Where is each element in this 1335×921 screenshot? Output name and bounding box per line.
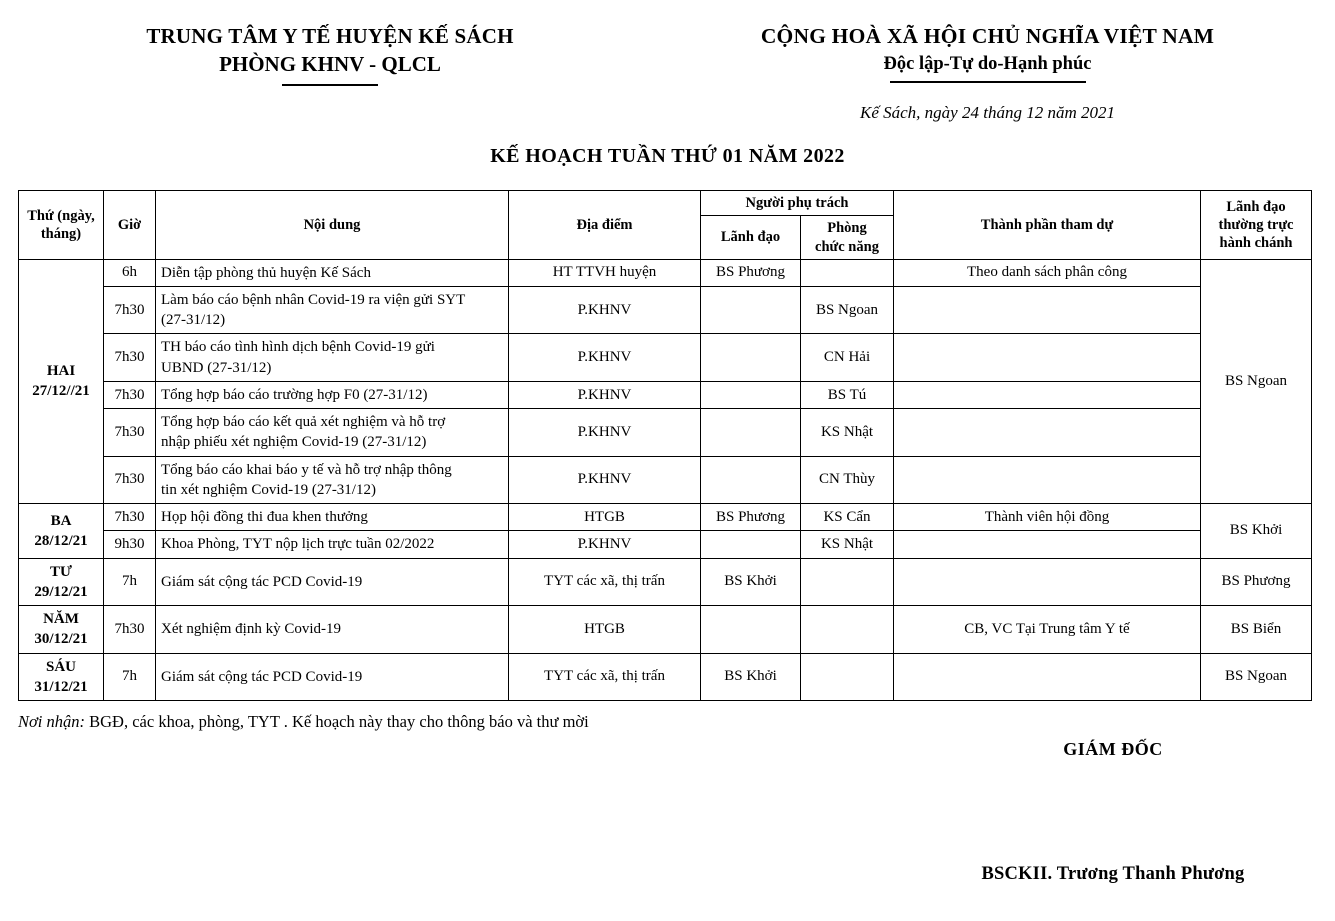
content-line-2: nhập phiếu xét nghiệm Covid-19 (27-31/12)	[161, 434, 427, 451]
table-row	[19, 653, 1312, 701]
leader-cell	[701, 334, 801, 382]
column-header-duty-leader	[1201, 191, 1312, 259]
leader-cell	[701, 286, 801, 334]
table-row	[19, 558, 1312, 606]
place-cell: P.KHNV	[509, 531, 701, 558]
department-cell: KS Nhật	[801, 409, 894, 457]
day-date: 31/12/21	[34, 678, 88, 695]
day-date: 27/12//21	[32, 383, 90, 400]
day-cell	[19, 653, 104, 701]
signature-name: BSCKII. Trương Thanh Phương	[981, 864, 1245, 885]
column-header-attendees: Thành phần tham dự	[894, 191, 1201, 259]
place-cell: P.KHNV	[509, 334, 701, 382]
department-cell	[801, 558, 894, 606]
content-line-1: Tổng hợp báo cáo kết quả xét nghiệm và hỗ trợ	[161, 414, 446, 431]
duty-leader-cell: BS Khởi	[1201, 504, 1312, 559]
leader-cell	[701, 381, 801, 408]
time-cell: 6h	[104, 259, 156, 286]
table-header-row-1	[19, 191, 1312, 216]
day-date: 29/12/21	[34, 583, 88, 600]
signature-block	[923, 739, 1303, 885]
recipients-line	[18, 711, 1317, 732]
content-cell	[156, 504, 509, 531]
leader-cell	[701, 531, 801, 558]
table-head	[19, 191, 1312, 259]
time-cell: 7h30	[104, 334, 156, 382]
content-line-1: Họp hội đồng thi đua khen thưởng	[161, 509, 368, 526]
place-cell: P.KHNV	[509, 456, 701, 504]
place-cell: P.KHNV	[509, 409, 701, 457]
leader-cell	[701, 456, 801, 504]
table-row	[19, 456, 1312, 504]
national-motto: Độc lập-Tự do-Hạnh phúc	[883, 54, 1092, 75]
organization-underline	[282, 84, 378, 86]
department-cell: CN Thùy	[801, 456, 894, 504]
department-cell	[801, 653, 894, 701]
day-name: SÁU	[45, 658, 76, 675]
national-motto-underline	[890, 81, 1086, 84]
content-cell	[156, 558, 509, 606]
table-row	[19, 381, 1312, 408]
day-cell	[19, 259, 104, 504]
day-name: HAI	[46, 363, 76, 380]
time-cell: 7h30	[104, 286, 156, 334]
day-date: 30/12/21	[34, 631, 88, 648]
attendees-cell	[894, 531, 1201, 558]
signature-title: GIÁM ĐỐC	[1063, 739, 1163, 760]
attendees-cell	[894, 456, 1201, 504]
content-line-1: Làm báo cáo bệnh nhân Covid-19 ra viện gửi SYT	[161, 291, 466, 308]
department-cell: KS Cẩn	[801, 504, 894, 531]
department-cell: BS Tú	[801, 381, 894, 408]
content-line-1: Xét nghiệm định kỳ Covid-19	[161, 621, 341, 638]
place-cell: TYT các xã, thị trấn	[509, 653, 701, 701]
column-header-day: Thứ (ngày, tháng)	[19, 191, 104, 259]
table-row	[19, 334, 1312, 382]
leader-cell: BS Khởi	[701, 558, 801, 606]
place-cell: HTGB	[509, 606, 701, 654]
place-cell: P.KHNV	[509, 286, 701, 334]
page-title: KẾ HOẠCH TUẦN THỨ 01 NĂM 2022	[490, 145, 845, 168]
department-cell: CN Hải	[801, 334, 894, 382]
attendees-cell	[894, 653, 1201, 701]
day-cell	[19, 504, 104, 559]
organization-department: PHÒNG KHNV - QLCL	[219, 52, 441, 77]
time-cell: 7h30	[104, 409, 156, 457]
duty-leader-line-3: hành chánh	[1219, 235, 1293, 252]
content-line-1: TH báo cáo tình hình dịch bệnh Covid-19 gửi	[161, 339, 435, 356]
attendees-cell: Thành viên hội đồng	[894, 504, 1201, 531]
time-cell: 9h30	[104, 531, 156, 558]
day-name: NĂM	[43, 611, 79, 628]
attendees-cell	[894, 286, 1201, 334]
day-date: 28/12/21	[34, 532, 88, 549]
content-line-1: Tổng hợp báo cáo trường hợp F0 (27-31/12)	[161, 386, 428, 403]
content-cell	[156, 334, 509, 382]
department-cell: KS Nhật	[801, 531, 894, 558]
table-row	[19, 606, 1312, 654]
content-cell	[156, 286, 509, 334]
duty-leader-line-1: Lãnh đạo	[1226, 198, 1286, 215]
content-line-2: tin xét nghiệm Covid-19 (27-31/12)	[161, 481, 376, 498]
place-cell: TYT các xã, thị trấn	[509, 558, 701, 606]
time-cell: 7h30	[104, 456, 156, 504]
column-header-in-charge: Người phụ trách	[701, 191, 894, 216]
content-line-1: Giám sát cộng tác PCD Covid-19	[161, 668, 363, 685]
recipients-label: Nơi nhận:	[18, 712, 86, 732]
column-header-time: Giờ	[104, 191, 156, 259]
place-cell: HTGB	[509, 504, 701, 531]
place-date-line: Kế Sách, ngày 24 tháng 12 năm 2021	[860, 103, 1115, 123]
recipients-value: BGĐ, các khoa, phòng, TYT . Kế hoạch này thay cho thông báo và thư mời	[89, 712, 589, 732]
organization-name: TRUNG TÂM Y TẾ HUYỆN KẾ SÁCH	[146, 24, 514, 48]
national-heading-block	[660, 22, 1315, 123]
content-line-1: Khoa Phòng, TYT nộp lịch trực tuần 02/2022	[161, 536, 435, 553]
attendees-cell	[894, 334, 1201, 382]
weekly-plan-table-container	[18, 190, 1317, 701]
table-row	[19, 286, 1312, 334]
attendees-cell	[894, 409, 1201, 457]
content-cell	[156, 409, 509, 457]
leader-cell: BS Phương	[701, 504, 801, 531]
leader-cell: BS Khởi	[701, 653, 801, 701]
time-cell: 7h30	[104, 606, 156, 654]
leader-cell: BS Phương	[701, 259, 801, 286]
day-name: TƯ	[50, 563, 72, 580]
department-line-1: Phòng	[827, 220, 867, 237]
duty-leader-cell: BS Ngoan	[1201, 653, 1312, 701]
content-cell	[156, 456, 509, 504]
content-cell	[156, 653, 509, 701]
time-cell: 7h	[104, 653, 156, 701]
time-cell: 7h30	[104, 504, 156, 531]
leader-cell	[701, 606, 801, 654]
content-line-1: Tổng báo cáo khai báo y tế và hỗ trợ nhập thông	[161, 461, 452, 478]
department-cell: BS Ngoan	[801, 286, 894, 334]
day-cell	[19, 558, 104, 606]
content-cell	[156, 606, 509, 654]
place-cell: HT TTVH huyện	[509, 259, 701, 286]
content-line-2: UBND (27-31/12)	[161, 359, 272, 376]
content-cell	[156, 381, 509, 408]
content-line-2: (27-31/12)	[161, 312, 226, 329]
attendees-cell: CB, VC Tại Trung tâm Y tế	[894, 606, 1201, 654]
document-header	[0, 0, 1335, 123]
table-row	[19, 504, 1312, 531]
column-header-place: Địa điểm	[509, 191, 701, 259]
place-cell: P.KHNV	[509, 381, 701, 408]
day-cell	[19, 606, 104, 654]
table-body	[19, 259, 1312, 701]
department-cell	[801, 259, 894, 286]
organization-block	[0, 22, 660, 123]
attendees-cell	[894, 558, 1201, 606]
column-header-leader: Lãnh đạo	[701, 216, 801, 259]
department-line-2: chức năng	[815, 238, 879, 255]
duty-leader-cell: BS Phương	[1201, 558, 1312, 606]
duty-leader-line-2: thường trực	[1218, 216, 1294, 233]
table-row	[19, 259, 1312, 286]
weekly-plan-table	[18, 190, 1312, 701]
table-row	[19, 409, 1312, 457]
national-title: CỘNG HOÀ XÃ HỘI CHỦ NGHĨA VIỆT NAM	[760, 24, 1215, 48]
column-header-content: Nội dung	[156, 191, 509, 259]
duty-leader-cell: BS Ngoan	[1201, 259, 1312, 504]
content-line-1: Giám sát cộng tác PCD Covid-19	[161, 573, 363, 590]
table-row	[19, 531, 1312, 558]
content-line-1: Diễn tập phòng thủ huyện Kế Sách	[161, 264, 371, 281]
column-header-department	[801, 216, 894, 259]
attendees-cell	[894, 381, 1201, 408]
attendees-cell: Theo danh sách phân công	[894, 259, 1201, 286]
department-cell	[801, 606, 894, 654]
content-cell	[156, 259, 509, 286]
document-footer	[18, 711, 1317, 885]
day-name: BA	[50, 512, 72, 529]
leader-cell	[701, 409, 801, 457]
time-cell: 7h	[104, 558, 156, 606]
duty-leader-cell: BS Biển	[1201, 606, 1312, 654]
content-cell	[156, 531, 509, 558]
time-cell: 7h30	[104, 381, 156, 408]
